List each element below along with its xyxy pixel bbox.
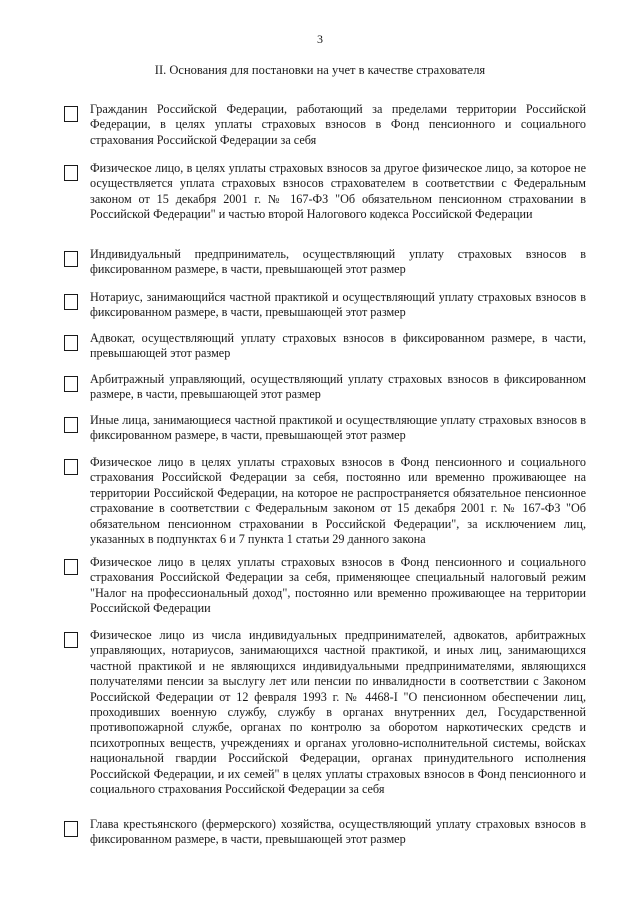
checkbox[interactable] — [64, 376, 78, 392]
checkbox[interactable] — [64, 251, 78, 267]
basis-item-text: Глава крестьянского (фермерского) хозяйства, осуществляющий уплату страховых взносов в фиксированном размере, в части, превышающей этот размер — [90, 817, 586, 847]
basis-item-text: Нотариус, занимающийся частной практикой и осуществляющий уплату страховых взносов в фиксированном размере, в части, превышающей этот размер — [90, 290, 586, 320]
checkbox[interactable] — [64, 632, 78, 648]
basis-item-text: Индивидуальный предприниматель, осуществляющий уплату страховых взносов в фиксированном размере, в части, превышающей этот размер — [90, 247, 586, 277]
basis-item-text: Физическое лицо в целях уплаты страховых взносов в Фонд пенсионного и социального страхования Российской Федерации за себя, применяющее специальный налоговый режим "Налог на профессиональный доход", постоянно или временно проживающее на территории Российской Федерации — [90, 555, 586, 616]
basis-item-text: Физическое лицо, в целях уплаты страховых взносов за другое физическое лицо, за которое не осуществляется уплата страховых взносов страхователем в соответствии с Федеральным законом от 15 декабря 2001 г. № 167-ФЗ "Об обязательном пенсионном страховании в Российской Федерации" и частью второй Налогового кодекса Российской Федерации — [90, 161, 586, 222]
basis-item-text: Гражданин Российской Федерации, работающий за пределами территории Российской Федерации, в целях уплаты страховых взносов в Фонд пенсионного и социального страхования Российской Федерации за себя — [90, 102, 586, 147]
section-title: II. Основания для постановки на учет в качестве страхователя — [154, 63, 486, 77]
checkbox[interactable] — [64, 165, 78, 181]
checkbox[interactable] — [64, 294, 78, 310]
checkbox[interactable] — [64, 559, 78, 575]
basis-item-text: Физическое лицо из числа индивидуальных предпринимателей, адвокатов, арбитражных управляющих, нотариусов, занимающихся частной практикой, и иных лиц, занимающихся частной практикой и не являющихся индивидуальными предпринимателями, являющихся получателями пенсии за выслугу лет или пенсии по инвалидности в соответствии с Законом Российской Федерации от 12 февраля 1993 г. № 4468-I "О пенсионном обеспечении лиц, проходивших военную службу, службу в органах внутренних дел, Государственной противопожарной службе, органах по контролю за оборотом наркотических средств и психотропных веществ, учреждениях и органах уголовно-исполнительной системы, войсках национальной гвардии Российской Федерации, органах принудительного исполнения Российской Федерации, и их семей" в целях уплаты страховых взносов в Фонд пенсионного и социального страхования Российской Федерации за себя — [90, 628, 586, 797]
checkbox[interactable] — [64, 821, 78, 837]
basis-item-text: Арбитражный управляющий, осуществляющий уплату страховых взносов в фиксированном размере, в части, превышающей этот размер — [90, 372, 586, 402]
checkbox[interactable] — [64, 459, 78, 475]
basis-item-text: Адвокат, осуществляющий уплату страховых взносов в фиксированном размере, в части, превышающей этот размер — [90, 331, 586, 361]
basis-item-text: Физическое лицо в целях уплаты страховых взносов в Фонд пенсионного и социального страхования Российской Федерации за себя, постоянно или временно проживающее на территории Российской Федерации, на которое не распространяется обязательное пенсионное страхование в соответствии с Федеральным законом от 15 декабря 2001 г. № 167-ФЗ "Об обязательном пенсионном страховании в Российской Федерации", за исключением лиц, указанных в подпунктах 6 и 7 пункта 1 статьи 29 данного закона — [90, 455, 586, 547]
basis-item-text: Иные лица, занимающиеся частной практикой и осуществляющие уплату страховых взносов в фиксированном размере, в части, превышающей этот размер — [90, 413, 586, 443]
checkbox[interactable] — [64, 335, 78, 351]
checkbox[interactable] — [64, 106, 78, 122]
page-number: 3 — [317, 32, 323, 46]
checkbox[interactable] — [64, 417, 78, 433]
